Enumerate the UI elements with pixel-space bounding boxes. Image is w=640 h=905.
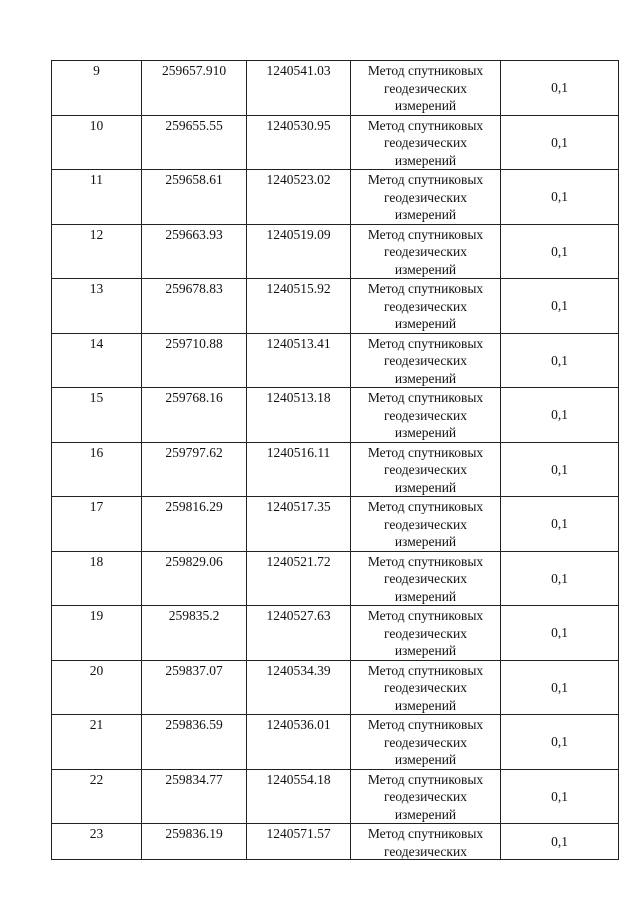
table-row: [52, 170, 619, 225]
x-coordinate-cell: 259768.16: [142, 388, 247, 443]
y-coordinate-cell: 1240554.18: [247, 769, 351, 824]
method-text: Метод спутниковых геодезических измерений: [367, 390, 484, 440]
x-coordinate-cell: 259710.88: [142, 333, 247, 388]
table-row: [52, 606, 619, 661]
method-text: Метод спутниковых геодезических измерений: [367, 335, 484, 386]
method-cell: [351, 279, 501, 334]
accuracy-cell: 0,1: [501, 606, 619, 661]
accuracy-cell: 0,1: [501, 115, 619, 170]
coordinates-table: [51, 60, 619, 860]
point-number-cell: 19: [52, 606, 142, 661]
point-number-cell: 15: [52, 388, 142, 443]
table-row: [52, 388, 619, 443]
method-cell: [351, 170, 501, 225]
accuracy-cell: 0,1: [501, 388, 619, 443]
method-cell: [351, 824, 501, 860]
method-text: Метод спутниковых геодезических измерений: [367, 117, 484, 168]
point-number-cell: 10: [52, 115, 142, 170]
method-cell: [351, 333, 501, 388]
accuracy-cell: 0,1: [501, 660, 619, 715]
method-text: Метод спутниковых геодезических измерений: [367, 771, 484, 822]
point-number-cell: 22: [52, 769, 142, 824]
point-number-cell: 23: [52, 824, 142, 860]
method-text: Метод спутниковых геодезических: [367, 826, 484, 859]
method-text: Метод спутниковых геодезических измерений: [367, 226, 484, 277]
table-row: [52, 442, 619, 497]
method-cell: [351, 606, 501, 661]
table-row: [52, 824, 619, 860]
y-coordinate-cell: 1240530.95: [247, 115, 351, 170]
accuracy-cell: 0,1: [501, 497, 619, 552]
table-row: [52, 660, 619, 715]
x-coordinate-cell: 259836.19: [142, 824, 247, 860]
method-cell: [351, 115, 501, 170]
accuracy-cell: 0,1: [501, 824, 619, 860]
x-coordinate-cell: 259678.83: [142, 279, 247, 334]
x-coordinate-cell: 259829.06: [142, 551, 247, 606]
method-cell: [351, 660, 501, 715]
accuracy-cell: 0,1: [501, 551, 619, 606]
table-row: [52, 279, 619, 334]
point-number-cell: 11: [52, 170, 142, 225]
table-body: [52, 61, 619, 860]
method-text: Метод спутниковых геодезических измерений: [367, 281, 484, 331]
method-cell: [351, 442, 501, 497]
y-coordinate-cell: 1240519.09: [247, 224, 351, 279]
point-number-cell: 13: [52, 279, 142, 334]
y-coordinate-cell: 1240521.72: [247, 551, 351, 606]
y-coordinate-cell: 1240536.01: [247, 715, 351, 770]
method-text: Метод спутниковых геодезических измерений: [367, 608, 484, 658]
table-row: [52, 497, 619, 552]
accuracy-cell: 0,1: [501, 333, 619, 388]
y-coordinate-cell: 1240513.18: [247, 388, 351, 443]
accuracy-cell: 0,1: [501, 442, 619, 497]
x-coordinate-cell: 259663.93: [142, 224, 247, 279]
method-cell: [351, 551, 501, 606]
y-coordinate-cell: 1240517.35: [247, 497, 351, 552]
table-row: [52, 769, 619, 824]
table-row: [52, 551, 619, 606]
point-number-cell: 17: [52, 497, 142, 552]
accuracy-cell: 0,1: [501, 224, 619, 279]
method-text: Метод спутниковых геодезических измерений: [367, 172, 484, 222]
x-coordinate-cell: 259657.910: [142, 61, 247, 116]
point-number-cell: 9: [52, 61, 142, 116]
method-cell: [351, 715, 501, 770]
y-coordinate-cell: 1240571.57: [247, 824, 351, 860]
accuracy-cell: 0,1: [501, 61, 619, 116]
table-row: [52, 715, 619, 770]
point-number-cell: 14: [52, 333, 142, 388]
y-coordinate-cell: 1240527.63: [247, 606, 351, 661]
method-text: Метод спутниковых геодезических измерений: [367, 63, 484, 113]
y-coordinate-cell: 1240523.02: [247, 170, 351, 225]
table-row: [52, 61, 619, 116]
x-coordinate-cell: 259816.29: [142, 497, 247, 552]
x-coordinate-cell: 259658.61: [142, 170, 247, 225]
point-number-cell: 12: [52, 224, 142, 279]
method-cell: [351, 388, 501, 443]
method-text: Метод спутниковых геодезических измерений: [367, 662, 484, 713]
table-row: [52, 115, 619, 170]
y-coordinate-cell: 1240541.03: [247, 61, 351, 116]
y-coordinate-cell: 1240516.11: [247, 442, 351, 497]
y-coordinate-cell: 1240534.39: [247, 660, 351, 715]
method-text: Метод спутниковых геодезических измерений: [367, 499, 484, 549]
table-row: [52, 333, 619, 388]
point-number-cell: 21: [52, 715, 142, 770]
accuracy-cell: 0,1: [501, 170, 619, 225]
accuracy-cell: 0,1: [501, 715, 619, 770]
point-number-cell: 18: [52, 551, 142, 606]
x-coordinate-cell: 259834.77: [142, 769, 247, 824]
accuracy-cell: 0,1: [501, 279, 619, 334]
method-text: Метод спутниковых геодезических измерений: [367, 444, 484, 495]
point-number-cell: 20: [52, 660, 142, 715]
accuracy-cell: 0,1: [501, 769, 619, 824]
method-cell: [351, 224, 501, 279]
method-text: Метод спутниковых геодезических измерений: [367, 553, 484, 604]
y-coordinate-cell: 1240513.41: [247, 333, 351, 388]
x-coordinate-cell: 259797.62: [142, 442, 247, 497]
x-coordinate-cell: 259655.55: [142, 115, 247, 170]
method-cell: [351, 769, 501, 824]
x-coordinate-cell: 259836.59: [142, 715, 247, 770]
table-row: [52, 224, 619, 279]
method-cell: [351, 497, 501, 552]
x-coordinate-cell: 259837.07: [142, 660, 247, 715]
point-number-cell: 16: [52, 442, 142, 497]
method-cell: [351, 61, 501, 116]
y-coordinate-cell: 1240515.92: [247, 279, 351, 334]
x-coordinate-cell: 259835.2: [142, 606, 247, 661]
method-text: Метод спутниковых геодезических измерений: [367, 717, 484, 767]
